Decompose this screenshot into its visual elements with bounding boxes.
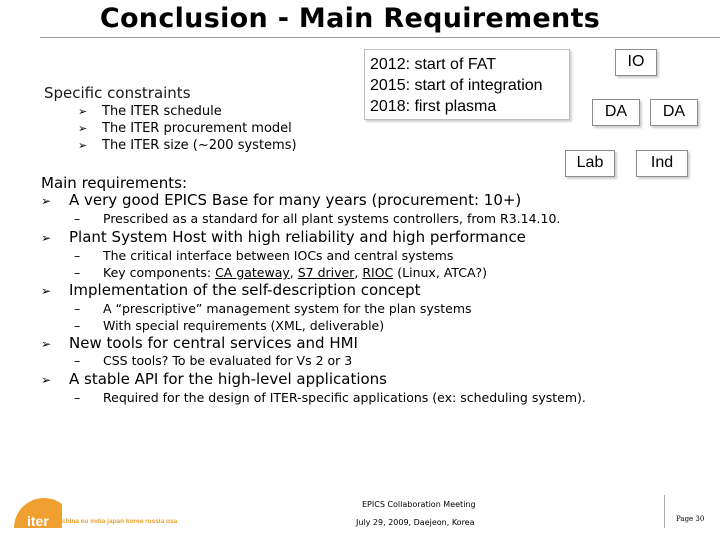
partner-countries: china eu india japan korea russia usa [62, 518, 178, 525]
milestone-line: 2012: start of FAT [370, 56, 496, 73]
ind-box: Ind [636, 150, 688, 177]
constraint-item [78, 137, 297, 154]
iter-logo [10, 496, 62, 528]
constraint-text: The ITER procurement model [102, 121, 292, 136]
requirement-sub-item: – Key components: CA gateway, S7 driver, RIOC (Linux, ATCA?) [74, 265, 488, 280]
constraints-list [78, 103, 297, 154]
io-box: IO [615, 49, 657, 76]
key-prefix: Key components: [103, 265, 216, 280]
arrow-bullet-icon: ➢ [78, 139, 88, 152]
lab-box: Lab [565, 150, 615, 177]
title-divider [40, 37, 720, 38]
sub-text: The critical interface between IOCs and central systems [103, 248, 454, 263]
constraint-text: The ITER schedule [102, 104, 222, 119]
arrow-bullet-icon: ➢ [41, 337, 52, 351]
iter-logo-icon [10, 496, 62, 528]
requirement-item [41, 228, 526, 248]
milestones-box [364, 49, 570, 120]
meeting-name: EPICS Collaboration Meeting [362, 500, 476, 509]
requirement-sub-item: – Required for the design of ITER-specific applications (ex: scheduling system). [74, 390, 586, 405]
requirement-text: A very good EPICS Base for many years (procurement: 10+) [69, 191, 522, 209]
requirement-text: New tools for central services and HMI [69, 334, 358, 352]
page-number: Page 30 [676, 515, 705, 523]
constraints-heading: Specific constraints [44, 84, 191, 102]
svg-text:iter: iter [27, 513, 49, 528]
requirement-item [41, 281, 421, 301]
constraint-item [78, 120, 297, 137]
requirement-sub-item: – CSS tools? To be evaluated for Vs 2 or 3 [74, 353, 353, 368]
ca-gateway-link[interactable]: CA gateway [215, 265, 290, 280]
constraint-item [78, 103, 297, 120]
arrow-bullet-icon: ➢ [41, 231, 52, 245]
milestone-line: 2015: start of integration [370, 77, 543, 94]
requirement-item [41, 191, 521, 211]
milestone-line: 2018: first plasma [370, 98, 497, 115]
sub-text: Required for the design of ITER-specific applications (ex: scheduling system). [103, 390, 586, 405]
footer-divider [664, 495, 665, 528]
arrow-bullet-icon: ➢ [41, 373, 52, 387]
requirement-sub-item: – With special requirements (XML, deliverable) [74, 318, 385, 333]
requirement-text: Implementation of the self-description concept [69, 281, 421, 299]
da-box-left: DA [592, 99, 640, 126]
slide-title: Conclusion - Main Requirements [99, 3, 601, 34]
da-box-right: DA [650, 99, 698, 126]
sub-text: CSS tools? To be evaluated for Vs 2 or 3 [103, 353, 353, 368]
arrow-bullet-icon: ➢ [41, 284, 52, 298]
sub-text: With special requirements (XML, deliverable) [103, 318, 385, 333]
requirement-item [41, 334, 358, 354]
requirement-item [41, 370, 387, 390]
rioc-link[interactable]: RIOC [362, 265, 394, 280]
arrow-bullet-icon: ➢ [41, 194, 52, 208]
requirement-text: Plant System Host with high reliability and high performance [69, 228, 526, 246]
meeting-date: July 29, 2009, Daejeon, Korea [356, 518, 475, 527]
arrow-bullet-icon: ➢ [78, 122, 88, 135]
requirement-sub-item: – A “prescriptive” management system for the plan systems [74, 301, 472, 316]
s7-driver-link[interactable]: S7 driver [297, 265, 355, 280]
arrow-bullet-icon: ➢ [78, 105, 88, 118]
sub-text: A “prescriptive” management system for the plan systems [103, 301, 472, 316]
main-requirements-heading: Main requirements: [41, 174, 188, 192]
requirement-sub-item: – Prescribed as a standard for all plant systems controllers, from R3.14.10. [74, 211, 561, 226]
requirement-sub-item: – The critical interface between IOCs and central systems [74, 248, 454, 263]
constraint-text: The ITER size (~200 systems) [102, 138, 297, 153]
requirement-text: A stable API for the high-level applications [69, 370, 387, 388]
sub-text: Prescribed as a standard for all plant systems controllers, from R3.14.10. [103, 211, 561, 226]
